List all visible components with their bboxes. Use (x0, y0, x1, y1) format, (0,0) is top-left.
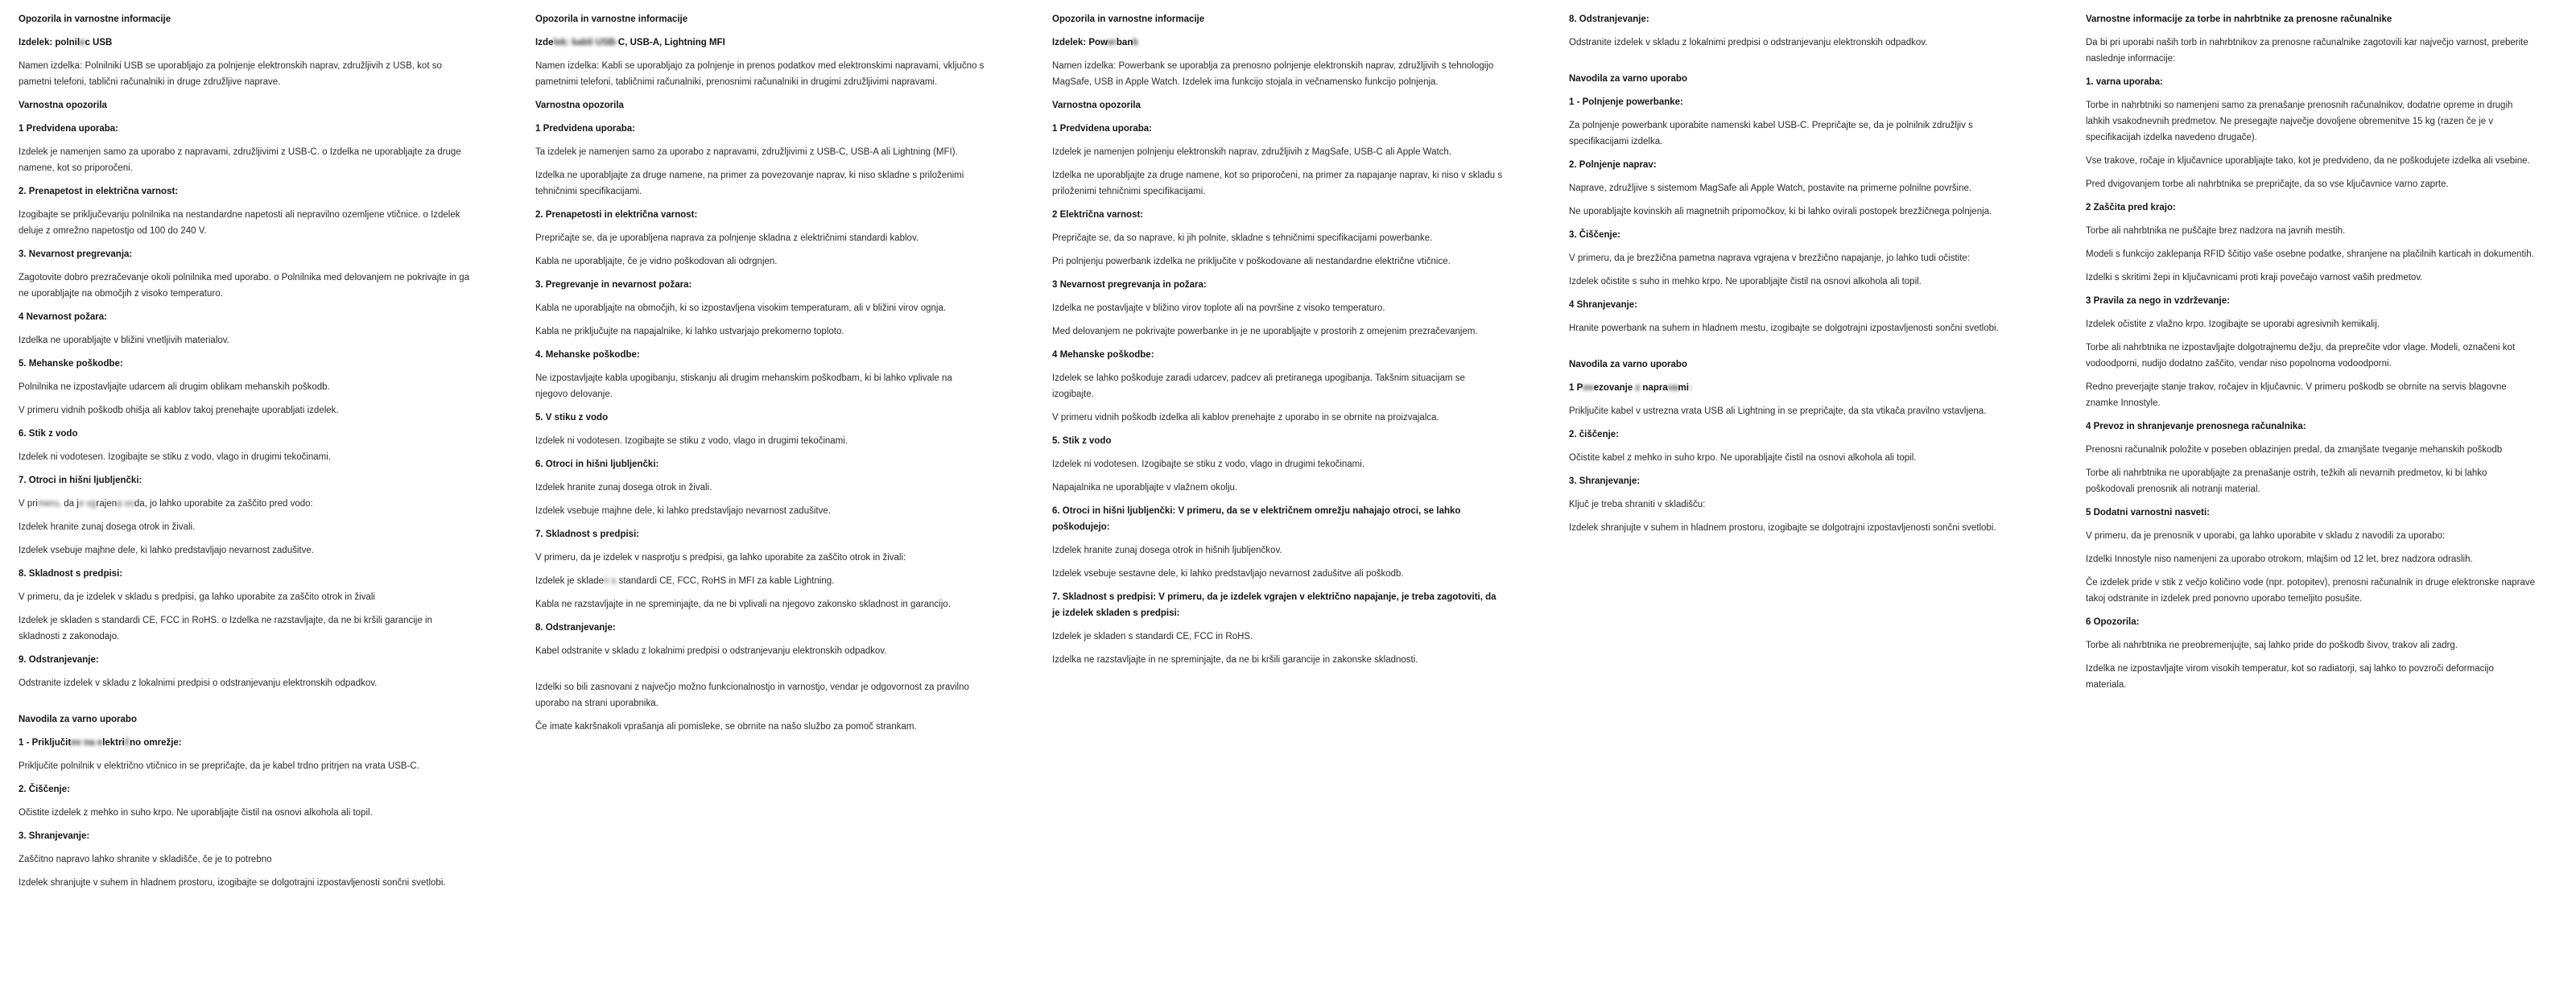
paragraph: Izdelka ne uporabljajte za druge namene, kot so priporočeni, na primer za napajanje naprav, ki niso v skladu s priloženimi tehničnimi specifikacijami. (1052, 171, 1503, 196)
section-heading: Izdelek: Powerbank (1052, 38, 1138, 47)
smudged-text: e (80, 38, 85, 47)
paragraph: Izdelka ne razstavljajte in ne spreminjajte, da ne bi kršili garancije in zakonske skladnosti. (1052, 655, 1418, 665)
spacer (19, 699, 469, 711)
paragraph: V primeru vidnih poškodb izdelka ali kablov prenehajte z uporabo in se obrnite na proizvajalca. (1052, 413, 1439, 423)
section-heading: Navodila za varno uporabo (1569, 360, 1687, 369)
section-heading: 6. Otroci in hišni ljubljenčki: V primeru, da se v električnem omrežju nahajajo otroci, se lahko poškodujejo: (1052, 506, 1461, 532)
section-heading: 8. Odstranjevanje: (535, 623, 616, 633)
smudged-text: er (1108, 38, 1117, 47)
paragraph: Namen izdelka: Polnilniki USB se uporabljajo za polnjenje elektronskih naprav, združljivih z USB, kot so pametni telefoni, tablični računalniki in druge združljive naprave. (19, 61, 442, 87)
section-heading: 5. V stiku z vodo (535, 413, 609, 423)
section-heading: 4 Mehanske poškodbe: (1052, 350, 1154, 360)
section-heading: 7. Skladnost s predpisi: V primeru, da je izdelek vgrajen v električno napajanje, je treba zagotoviti, da je izdelek skladen s predpisi: (1052, 592, 1496, 618)
paragraph: Torbe ali nahrbtnika ne izpostavljajte dolgotrajnemu dežju, da preprečite vdor vlage. Modeli, označeni kot vodoodporni, nudijo dodatno zaščito, vendar niso popolnoma vodoodporni. (2086, 343, 2516, 369)
section-heading: Izdelek: polnilec USB (19, 38, 113, 47)
paragraph: Če izdelek pride v stik z večjo količino vode (npr. potopitev), prenosni računalnik in druge elektronske naprave takoj odstranite in izdelek pred ponovno uporabo temeljito posušite. (2086, 578, 2536, 604)
section-heading: Opozorila in varnostne informacije (19, 14, 171, 24)
paragraph: Zaščitno napravo lahko shranite v skladišče, če je to potrebno (19, 855, 272, 864)
column-usb-charger (19, 11, 469, 898)
paragraph: Ta izdelek je namenjen samo za uporabo z napravami, združljivimi z USB-C, USB-A ali Lightning (MFI). (535, 147, 958, 157)
paragraph: Med delovanjem ne pokrivajte powerbanke in je ne uporabljajte v prostorih z omejenim prezračevanjem. (1052, 327, 1478, 336)
section-heading: 5 Dodatni varnostni nasveti: (2086, 508, 2211, 517)
section-heading: Opozorila in varnostne informacije (535, 14, 688, 24)
smudged-text: meru, (37, 499, 64, 509)
section-heading: 6 Opozorila: (2086, 617, 2140, 627)
paragraph: Izdelek ni vodotesen. Izogibajte se stiku z vodo, vlago in drugimi tekočinami. (19, 452, 332, 462)
paragraph: Izdelek ni vodotesen. Izogibajte se stiku z vodo, vlago in drugimi tekočinami. (1052, 460, 1365, 469)
paragraph: Napajalnika ne uporabljajte v vlažnem okolju. (1052, 483, 1238, 493)
paragraph: Izdelek vsebuje majhne dele, ki lahko predstavljajo nevarnost zadušitve. (19, 546, 314, 555)
spacer (1569, 58, 2020, 71)
paragraph: Očistite kabel z mehko in suho krpo. Ne uporabljajte čistil na osnovi alkohola ali topil. (1569, 453, 1917, 463)
paragraph: Izdelka ne uporabljajte za druge namene, na primer za povezovanje naprav, ki niso skladne s priloženimi tehničnimi specifikacijami. (535, 171, 964, 196)
smudged-text: e vg (78, 499, 97, 509)
section-heading: Izdelek: kabli USB-C, USB-A, Lightning MFI (535, 38, 725, 47)
section-heading: 9. Odstranjevanje: (19, 655, 99, 665)
paragraph: Torbe ali nahrbtnika ne preobremenjujte, saj lahko pride do poškodb šivov, trakov ali zadrg. (2086, 641, 2458, 650)
paragraph: V primeru, da je prenosnik v uporabi, ga lahko uporabite v skladu z navodili za uporabo: (2086, 531, 2446, 541)
spacer (1569, 344, 2020, 357)
section-heading: 1 Predvidena uporaba: (1052, 124, 1152, 134)
paragraph: Izdelek hranite zunaj dosega otrok in hišnih ljubljenčkov. (1052, 546, 1282, 555)
section-heading: Varnostne informacije za torbe in nahrbtnike za prenosne računalnike (2086, 14, 2392, 24)
paragraph: Kabla ne uporabljajte na območjih, ki so izpostavljena visokim temperaturam, ali v bližini virov ognja. (535, 303, 947, 313)
smudged-text: z (1635, 383, 1641, 393)
paragraph: Odstranite izdelek v skladu z lokalnimi predpisi o odstranjevanju elektronskih odpadkov. (19, 678, 378, 688)
section-heading: Navodila za varno uporabo (1569, 74, 1687, 84)
smudged-text: k (1133, 38, 1138, 47)
paragraph: V primeru, da je izdelek v skladu s predpisi, ga lahko uporabite za zaščito otrok in živali (19, 592, 375, 602)
paragraph: Namen izdelka: Powerbank se uporablja za prenosno polnjenje elektronskih naprav, združljivih s tehnologijo MagSafe, USB in Apple Watch. Izdelek ima funkcijo stojala in večnamensko funkcijo polnjenja. (1052, 61, 1494, 87)
paragraph: Pri polnjenju powerbank izdelka ne priključite v poškodovane ali nestandardne električne vtičnice. (1052, 257, 1451, 266)
section-heading: 8. Odstranjevanje: (1569, 14, 1649, 24)
section-heading: 4 Nevarnost požara: (19, 312, 107, 322)
section-heading: Varnostna opozorila (19, 101, 107, 110)
section-heading: 2. Polnjenje naprav: (1569, 160, 1657, 170)
section-heading: 5. Stik z vodo (1052, 436, 1112, 446)
section-heading: 1 Predvidena uporaba: (19, 124, 118, 134)
column-laptop-bags (2086, 11, 2537, 700)
paragraph: Izdelka ne uporabljajte v bližini vnetljivih materialov. (19, 336, 229, 345)
paragraph: Kabla ne uporabljajte, če je vidno poškodovan ali odrgnjen. (535, 257, 778, 266)
section-heading: 3. Shranjevanje: (19, 831, 90, 841)
column-cables (535, 11, 986, 742)
paragraph: Redno preverjajte stanje trakov, ročajev in ključavnic. V primeru poškodb se obrnite na servis blagovne znamke Innostyle. (2086, 382, 2507, 408)
paragraph: Če imate kakršnakoli vprašanja ali pomisleke, se obrnite na našo službo za pomoč strankam. (535, 722, 917, 732)
column-powerbank-usage (1569, 11, 2020, 543)
section-heading: 3. Shranjevanje: (1569, 476, 1641, 486)
paragraph: Prepričajte se, da so naprave, ki jih polnite, skladne s tehničnimi specifikacijami powerbanke. (1052, 233, 1433, 243)
smudged-text: va (1667, 383, 1678, 393)
section-heading: 1 Predvidena uporaba: (535, 124, 635, 134)
safety-info-columns (19, 11, 2560, 898)
section-heading: 4. Mehanske poškodbe: (535, 350, 640, 360)
paragraph: Izdelek je skladen s standardi CE, FCC in RoHS. o Izdelka ne razstavljajte, da ne bi kršili garancije in skladnosti z zakonodajo. (19, 616, 432, 641)
paragraph: Namen izdelka: Kabli se uporabljajo za polnjenje in prenos podatkov med elektronskimi napravami, vključno s pametnimi telefoni, tabličnimi računalniki, prenosnimi računalniki in drugimi združljivimi napravami. (535, 61, 985, 87)
section-heading: 4 Prevoz in shranjevanje prenosnega računalnika: (2086, 422, 2306, 431)
section-heading: 7. Otroci in hišni ljubljenčki: (19, 476, 142, 485)
paragraph: Izdelek očistite s suho in mehko krpo. Ne uporabljajte čistil na osnovi alkohola ali topil. (1569, 277, 1922, 287)
section-heading: 6. Otroci in hišni ljubljenčki: (535, 460, 659, 469)
paragraph: V primeru, da je izdelek v nasprotju s predpisi, ga lahko uporabite za zaščito otrok in živali: (535, 553, 906, 563)
section-heading: 1. varna uporaba: (2086, 77, 2163, 87)
paragraph: Izdelek očistite z vlažno krpo. Izogibajte se uporabi agresivnih kemikalij. (2086, 320, 2380, 329)
paragraph: Prenosni računalnik položite v poseben oblazinjen predal, da zmanjšate tveganje mehanskih poškodb (2086, 445, 2503, 455)
section-heading: 3. Pregrevanje in nevarnost požara: (535, 280, 692, 290)
paragraph: Izdelki s skritimi žepi in ključavnicami proti kraji povečajo varnost vaših predmetov. (2086, 273, 2423, 282)
section-heading: 2. Prenapetosti in električna varnost: (535, 210, 698, 220)
paragraph: Priključite polnilnik v električno vtičnico in se prepričajte, da je kabel trdno pritrjen na vrata USB-C. (19, 761, 419, 771)
smudged-text: a vo (117, 499, 134, 509)
section-heading: 3 Pravila za nego in vzdrževanje: (2086, 296, 2230, 306)
paragraph: Torbe ali nahrbtnika ne puščajte brez nadzora na javnih mestih. (2086, 226, 2346, 236)
paragraph: Torbe in nahrbtniki so namenjeni samo za prenašanje prenosnih računalnikov, dodatne opreme in drugih lahkih vsakodnevnih predmetov. Ne presegajte največje dovoljene obremenitve 15 kg (razen če je v specifikacijah izdelka navedeno drugače). (2086, 101, 2513, 142)
paragraph: Izdelki so bili zasnovani z največjo možno funkcionalnostjo in varnostjo, vendar je odgovornost za pravilno uporabo na strani uporabnika. (535, 682, 969, 708)
paragraph: Za polnjenje powerbank uporabite namenski kabel USB-C. Prepričajte se, da je polnilnik združljiv s specifikacijami izdelka. (1569, 121, 1973, 146)
section-heading: Varnostna opozorila (535, 101, 624, 110)
section-heading: 1 - Priključitev na električno omrežje: (19, 738, 182, 748)
paragraph: Modeli s funkcijo zaklepanja RFID ščitijo vaše osebne podatke, shranjene na plačilnih karticah in dokumentih. (2086, 249, 2534, 259)
paragraph: Izdelek vsebuje sestavne dele, ki lahko predstavljajo nevarnost zadušitve ali poškodb. (1052, 569, 1404, 579)
paragraph: Izdelek hranite zunaj dosega otrok in živali. (535, 483, 712, 493)
paragraph: Izdelek je namenjen polnjenju elektronskih naprav, združljivih z MagSafe, USB-C ali Apple Watch. (1052, 147, 1452, 157)
paragraph: Da bi pri uporabi naših torb in nahrbtnikov za prenosne računalnike zagotovili kar največjo varnost, preberite naslednje informacije: (2086, 38, 2529, 64)
section-heading: 5. Mehanske poškodbe: (19, 359, 123, 369)
section-heading: 2. Prenapetost in električna varnost: (19, 187, 179, 196)
smudged-text: ov (1583, 383, 1594, 393)
paragraph: Izdelka ne postavljajte v bližino virov toplote ali na površine z visoko temperaturo. (1052, 303, 1385, 313)
paragraph: Izdelek shranjujte v suhem in hladnem prostoru, izogibajte se dolgotrajni izpostavljenosti sončni svetlobi. (1569, 523, 1996, 533)
paragraph: Izdelka ne izpostavljajte virom visokih temperatur, kot so radiatorji, saj lahko to povzroči deformacijo materiala. (2086, 664, 2494, 690)
column-powerbank (1052, 11, 1503, 675)
section-heading: 2 Zaščita pred krajo: (2086, 203, 2176, 212)
paragraph: Prepričajte se, da je uporabljena naprava za polnjenje skladna z električnimi standardi kablov. (535, 233, 919, 243)
paragraph: Kabla ne razstavljajte in ne spreminjajte, da ne bi vplivali na njegovo zakonsko skladnost in garancijo. (535, 600, 951, 609)
section-heading: 1 Povezovanje z napravami: (1569, 383, 1692, 393)
section-heading: 2 Električna varnost: (1052, 210, 1144, 220)
paragraph: Torbe ali nahrbtnika ne uporabljajte za prenašanje ostrih, težkih ali nevarnih predmetov, ki bi lahko poškodovali prenosnik ali notranji material. (2086, 468, 2487, 494)
section-heading: Varnostna opozorila (1052, 101, 1141, 110)
smudged-text: lek: kabli USB- (553, 38, 618, 47)
section-heading: 4 Shranjevanje: (1569, 300, 1638, 310)
paragraph: Polnilnika ne izpostavljajte udarcem ali drugim oblikam mehanskih poškodb. (19, 382, 330, 392)
spacer (535, 666, 986, 679)
section-heading: 2. Čiščenje: (19, 785, 70, 794)
paragraph: Priključite kabel v ustrezna vrata USB ali Lightning in se prepričajte, da sta vtikača pravilno vstavljena. (1569, 406, 1987, 416)
section-heading: Opozorila in varnostne informacije (1052, 14, 1205, 24)
paragraph: Izogibajte se priključevanju polnilnika na nestandardne napetosti ali nepravilno ozemljene vtičnice. o Izdelek deluje z omrežno napetostjo od 100 do 240 V. (19, 210, 460, 236)
paragraph: Vse trakove, ročaje in ključavnice uporabljajte tako, kot je predvideno, da ne poškodujete izdelka ali vsebine. (2086, 156, 2530, 166)
paragraph: Izdelek ni vodotesen. Izogibajte se stiku z vodo, vlago in drugimi tekočinami. (535, 436, 848, 446)
section-heading: 7. Skladnost s predpisi: (535, 530, 640, 539)
section-heading: 6. Stik z vodo (19, 429, 78, 439)
paragraph: Ključ je treba shraniti v skladišču: (1569, 500, 1706, 509)
paragraph: Izdelek je skladen s standardi CE, FCC in RoHS. (1052, 632, 1253, 641)
smudged-text: n s (604, 576, 617, 586)
paragraph: Izdelek je namenjen samo za uporabo z napravami, združljivimi z USB-C. o Izdelka ne uporabljajte za druge namene, kot so priporočeni. (19, 147, 461, 173)
paragraph: Pred dvigovanjem torbe ali nahrbtnika se prepričajte, da so vse ključavnice varno zaprte. (2086, 179, 2449, 189)
paragraph: Izdelki Innostyle niso namenjeni za uporabo otrokom, mlajšim od 12 let, brez nadzora odraslih. (2086, 555, 2473, 564)
paragraph: Hranite powerbank na suhem in hladnem mestu, izogibajte se dolgotrajni izpostavljenosti sončni svetlobi. (1569, 324, 1999, 333)
paragraph: Ne uporabljajte kovinskih ali magnetnih pripomočkov, ki bi lahko ovirali postopek brezžičnega polnjenja. (1569, 207, 1992, 216)
smudged-text: : (1688, 383, 1692, 393)
paragraph: V primeru, da je vgrajena voda, jo lahko uporabite za zaščito pred vodo: (19, 499, 313, 509)
paragraph: Izdelek hranite zunaj dosega otrok in živali. (19, 522, 196, 532)
paragraph: Ne izpostavljajte kabla upogibanju, stiskanju ali drugim mehanskim poškodbam, ki bi lahko vplivale na njegovo delovanje. (535, 373, 952, 399)
paragraph: Naprave, združljive s sistemom MagSafe ali Apple Watch, postavite na primerne polnilne površine. (1569, 183, 1972, 193)
paragraph: Odstranite izdelek v skladu z lokalnimi predpisi o odstranjevanju elektronskih odpadkov. (1569, 38, 1928, 47)
paragraph: V primeru, da je brezžična pametna naprava vgrajena v brezžično napajanje, jo lahko tudi očistite: (1569, 254, 1970, 263)
section-heading: 3 Nevarnost pregrevanja in požara: (1052, 280, 1207, 290)
smudged-text: ev na e (71, 738, 103, 748)
section-heading: 2. čiščenje: (1569, 430, 1620, 439)
section-heading: 3. Čiščenje: (1569, 230, 1620, 240)
section-heading: Navodila za varno uporabo (19, 715, 137, 724)
paragraph: Izdelek vsebuje majhne dele, ki lahko predstavljajo nevarnost zadušitve. (535, 506, 831, 516)
section-heading: 3. Nevarnost pregrevanja: (19, 249, 133, 259)
section-heading: 8. Skladnost s predpisi: (19, 569, 123, 579)
paragraph: Zagotovite dobro prezračevanje okoli polnilnika med uporabo. o Polnilnika med delovanjem ne pokrivajte in ga ne uporabljajte na območjih z visoko temperaturo. (19, 273, 470, 299)
paragraph: Izdelek shranjujte v suhem in hladnem prostoru, izogibajte se dolgotrajni izpostavljenosti sončni svetlobi. (19, 878, 446, 888)
section-heading: 1 - Polnjenje powerbanke: (1569, 97, 1683, 107)
paragraph: V primeru vidnih poškodb ohišja ali kablov takoj prenehajte uporabljati izdelek. (19, 406, 339, 415)
paragraph: Kabla ne priključujte na napajalnike, ki lahko ustvarjajo prekomerno toploto. (535, 327, 844, 336)
paragraph: Kabel odstranite v skladu z lokalnimi predpisi o odstranjevanju elektronskih odpadkov. (535, 646, 887, 656)
paragraph: Izdelek se lahko poškoduje zaradi udarcev, padcev ali pretiranega upogibanja. Takšnim situacijam se izogibajte. (1052, 373, 1465, 399)
smudged-text: č (124, 738, 130, 748)
paragraph: Izdelek je skladen s standardi CE, FCC, RoHS in MFI za kable Lightning. (535, 576, 835, 586)
paragraph: Očistite izdelek z mehko in suho krpo. Ne uporabljajte čistil na osnovi alkohola ali topil. (19, 808, 373, 818)
